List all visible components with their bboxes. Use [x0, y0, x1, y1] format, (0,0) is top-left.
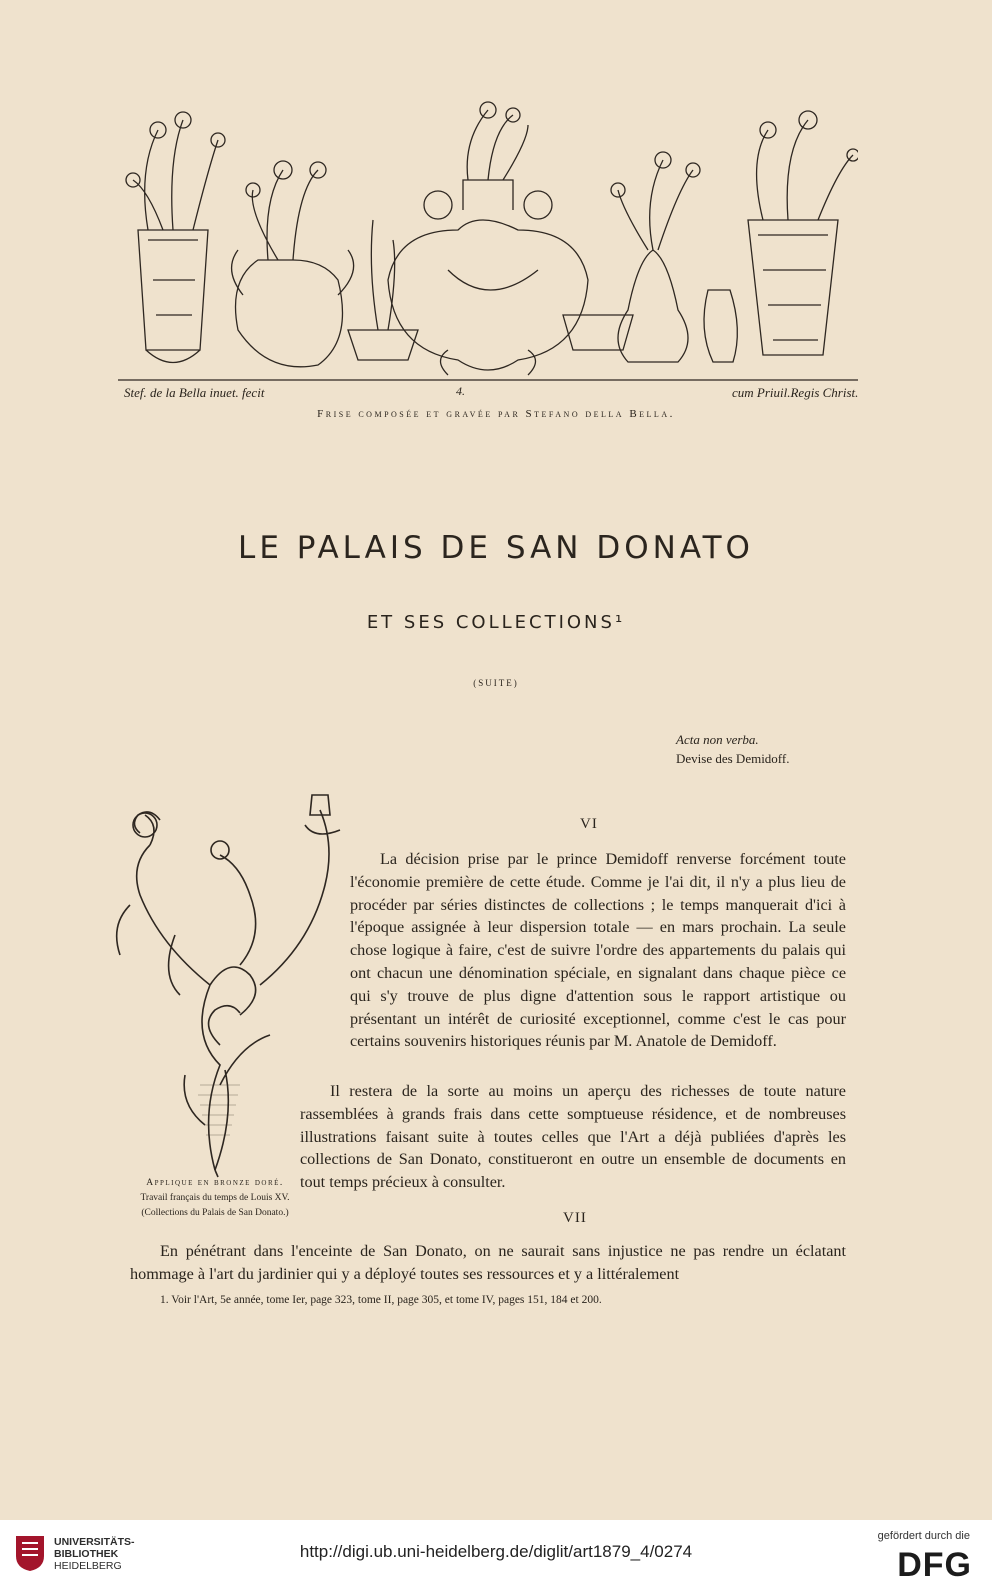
sconce-caption-period: Travail français du temps de Louis XV.	[140, 1193, 290, 1203]
library-name-line: HEIDELBERG	[54, 1560, 122, 1572]
viewer-footer-bar	[0, 1520, 992, 1585]
section-numeral-vii: VII	[563, 1210, 587, 1226]
vase-frieze-engraving	[118, 100, 858, 400]
paragraph: En pénétrant dans l'enceinte de San Donato, on ne saurait sans injustice ne pas rendre un éclatant hommage à l'art du jardinier qui y a déployé toutes ses ressources et y a littéralement	[130, 1242, 846, 1283]
epigraph-quote: Acta non verba.	[676, 732, 759, 747]
library-name-line: UNIVERSITÄTS-	[54, 1536, 135, 1548]
sconce-caption	[120, 1176, 310, 1221]
continued-label: (SUITE)	[473, 678, 519, 688]
engraver-signature: Stef. de la Bella inuet. fecit	[124, 385, 265, 400]
permalink-url[interactable]: http://digi.ub.uni-heidelberg.de/diglit/art1879_4/0274	[299, 1542, 693, 1561]
article-title: LE PALAIS DE SAN DONATO	[238, 530, 754, 566]
footnote: 1. Voir l'Art, 5e année, tome Ier, page 323, tome II, page 305, et tome IV, pages 151, 184 et 200.	[160, 1294, 602, 1306]
article-subtitle: ET SES COLLECTIONS¹	[366, 612, 626, 633]
library-name-line: BIBLIOTHEK	[54, 1548, 119, 1560]
frieze-caption: Frise composée et gravée par Stefano della Bella.	[317, 408, 675, 420]
epigraph-source: Devise des Demidoff.	[676, 751, 790, 766]
dfg-logo[interactable]: DFG	[897, 1546, 972, 1584]
paragraph: Il restera de la sorte au moins un aperçu des richesses de toute nature rassemblées à grands frais dans cette somptueuse résidence, et de nombreuses illustrations faisant suite à toutes celles que l'Art a déjà publiées d'après les collections de San Donato, constitueront en outre un ensemble de documents en tout temps précieux à consulter.	[300, 1082, 846, 1192]
section-numeral-vi: VI	[580, 816, 598, 832]
section-vi-paragraph-1	[350, 848, 846, 1053]
funded-by-label: gefördert durch die	[877, 1530, 970, 1542]
plate-number: 4.	[456, 384, 465, 398]
section-vi-paragraph-2	[300, 1080, 846, 1194]
epigraph	[676, 730, 789, 768]
section-vii-paragraph-1	[130, 1240, 846, 1286]
sconce-caption-collection: (Collections du Palais de San Donato.)	[141, 1208, 289, 1218]
sconce-caption-title: Applique en bronze doré.	[146, 1178, 284, 1188]
paragraph: La décision prise par le prince Demidoff renverse forcément toute l'économie première de cette étude. Comme je l'ai dit, il n'y a plus lieu de procéder par séries distinctes de collections ; le temps manquerait d'ici à l'époque assignée à leur dispersion totale — en mars prochain. La seule chose logique à faire, c'est de suivre l'ordre des appartements du palais qui ont chacun une dénomination spéciale, en signalant dans chaque pièce ce qui s'y trouve de plus digne d'attention sous le rapport artistique ou présentant un intérêt de curiosité exceptionnel, comme c'est le cas pour certains souvenirs historiques réunis par M. Anatole de Demidoff.	[350, 850, 846, 1051]
privilege-inscription: cum Priuil.Regis Christ.	[732, 385, 859, 400]
